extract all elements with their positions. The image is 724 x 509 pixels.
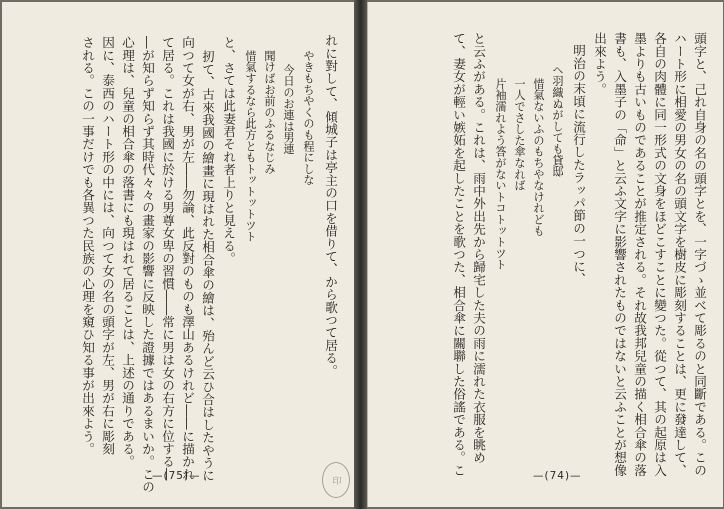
text-column: 明治の末頃に流行したラッパ節の一つに、	[571, 44, 586, 286]
text-column: と、さては此妻君それ者上りと見える。	[221, 36, 236, 265]
text-column: ―が知らず知らず其時代々々の畫家の影響に反映した證據ではあるまいか。この	[140, 36, 155, 494]
left-page	[2, 2, 355, 507]
text-column: 扨て、古來我國の繪畫に現はれた相合傘の繪は、殆んど云ひ合はしたやうに	[200, 50, 215, 482]
text-column: 向つて女が右、男が左――勿論、此反對のものも澤山あるけれど――に描かれ	[180, 36, 195, 481]
page-number: —(75)—	[152, 470, 201, 482]
page-number: —(74)—	[533, 470, 582, 482]
text-column: と云ふがある。これは、雨中外出先から歸宅した夫の雨に濡れた衣服を眺め	[471, 32, 486, 464]
book-gutter	[354, 0, 367, 509]
text-column: 出來よう。	[592, 32, 607, 96]
library-stamp: 印	[322, 462, 350, 498]
song-line: 惜氣するなら此方ともトットットツト	[244, 50, 257, 243]
song-line: 聞けばお前のふるなじみ	[263, 50, 276, 175]
song-line: 今日のお連は男連	[282, 64, 295, 155]
text-column: て、妻女が輕い嫉妬を起したことを歌つた、相合傘に關聯した俗謠である。こ	[451, 32, 466, 477]
text-column: 頭字と、己れ自身の名の頭字とを、一字づゝ並べて彫るのと同斷である。この	[692, 32, 707, 477]
song-line: やきもちやくのも程にしな	[302, 50, 315, 186]
text-column: ハート形に相愛の男女の名の頭文字を樹皮に彫刻することは、更に發達して、	[672, 32, 687, 477]
text-column: 書も、入墨子の「命」と云ふ文字に影響されたものではないと云ふことが想像	[612, 32, 627, 477]
text-column: される。この一事だけでも各異つた民族の心理を窺ひ知る事が出來よう。	[80, 36, 95, 456]
text-column: れに對して、傾城子は亭主の口を借りて、から歌つて居る。	[323, 34, 338, 377]
text-column: 墨よりも古いものであることが推定される。それ故我邦兒童の描く相合傘の落	[632, 32, 647, 477]
song-line: 惜氣ないふのもちやなけれども	[532, 78, 545, 237]
song-line: 一人でさした傘なれば	[513, 78, 526, 191]
right-page	[367, 2, 723, 507]
text-column: 各自の肉體に同一形式の文身をほどこすことに變つた。從つて、其の起原は入	[652, 32, 667, 477]
text-column: て居る。これは我國に於ける男尊女卑の習慣――常に男は女の右方に位する―	[160, 36, 175, 481]
text-column: 心理は、兒童の相合傘の落書にも現はれて居ることは、上述の通りである。	[120, 36, 135, 468]
song-line: ヘ羽織ぬがしても貸邸	[551, 64, 564, 177]
text-column: 因に、泰西のハート形の中には、向つて女の名の頭字が左、男が右に彫刻	[100, 36, 115, 456]
song-line: 片袖濡れよう答がないトコトットツト	[494, 78, 507, 271]
